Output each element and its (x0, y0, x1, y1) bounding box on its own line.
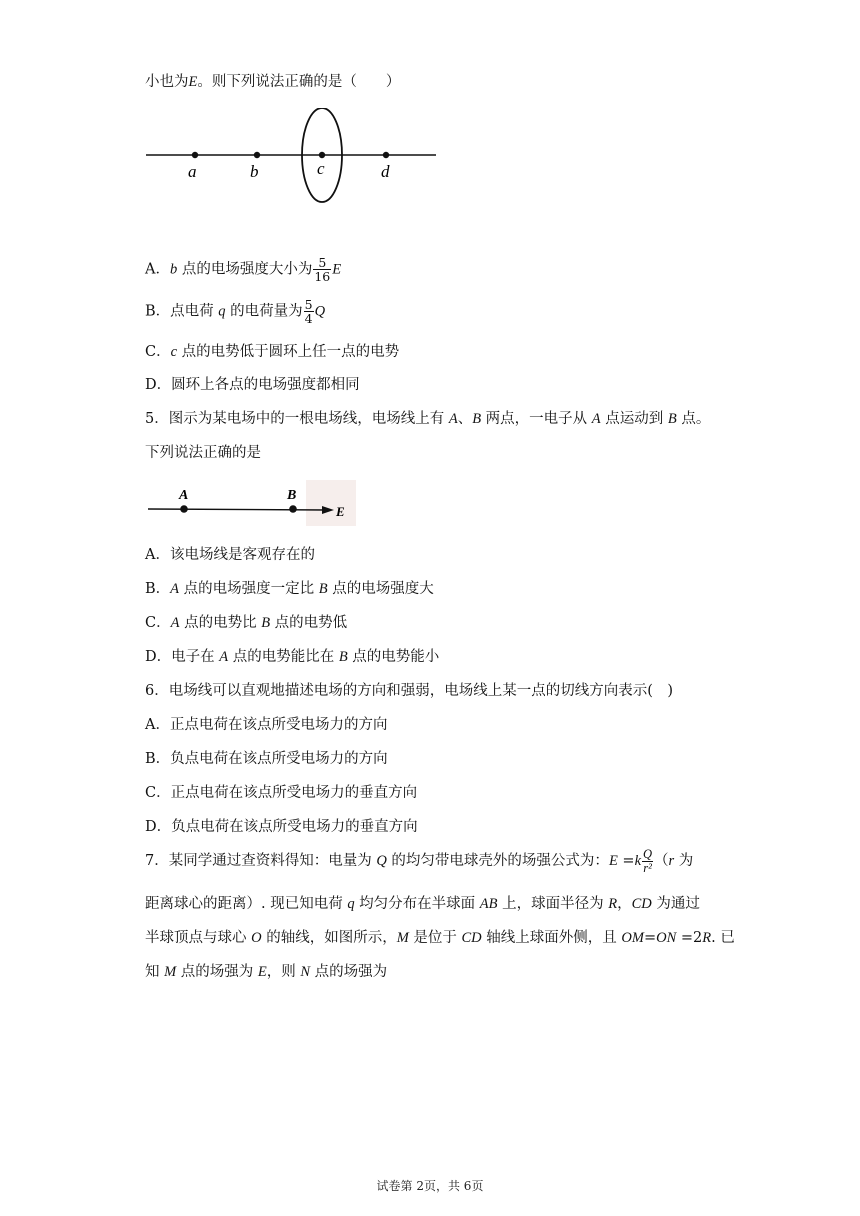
q4-option-d: D．圆环上各点的电场强度都相同 (145, 377, 360, 393)
point-d (383, 152, 389, 158)
q6-option-d: D．负点电荷在该点所受电场力的垂直方向 (145, 819, 418, 835)
q5-stem-line2: 下列说法正确的是 (145, 445, 261, 461)
q6-option-a: A．正点电荷在该点所受电场力的方向 (145, 717, 388, 733)
fraction-q-r2: $\frac{Q}{\text{r²}}$ (643, 846, 653, 875)
fraction-5-4: $\frac{5}{4}$ (304, 297, 313, 326)
q7-line3: 半球顶点与球心 O 的轴线，如图所示，M 是位于 CD 轴线上球面外侧，且 OM=ON =2R. 已 (145, 930, 735, 946)
ring-figure (140, 108, 450, 210)
label-A: A (179, 488, 189, 503)
point-a (192, 152, 198, 158)
q4-option-a: A．b 点的电场强度大小为 $\frac{5}{16}$ E (145, 255, 342, 284)
q4-option-c: C．c 点的电势低于圆环上任一点的电势 (145, 344, 400, 360)
point-B (289, 505, 297, 513)
q4-option-b: B．点电荷 q 的电荷量为 $\frac{5}{4}$ Q (145, 297, 326, 326)
label-a: a (188, 162, 197, 181)
page-footer: 试卷第 2页，共 6页 (376, 1179, 484, 1193)
q7-line4: 知 M 点的场强为 E，则 N 点的场强为 (145, 964, 388, 980)
q6-option-b: B．负点电荷在该点所受电场力的方向 (145, 751, 388, 767)
point-c (319, 152, 325, 158)
q5-option-d: D．电子在 A 点的电势能比在 B 点的电势能小 (145, 649, 440, 665)
q7-line1: 7．某同学通过查资料得知：电量为 Q 的均匀带电球壳外的场强公式为：E =k $\frac{Q}{\text{r²}}$ （r 为 (145, 846, 694, 875)
point-b (254, 152, 260, 158)
q6-stem: 6．电场线可以直观地描述电场的方向和强弱，电场线上某一点的切线方向表示( ) (145, 683, 674, 699)
q7-line2: 距离球心的距离）. 现已知电荷 q 均匀分布在半球面 AB 上，球面半径为 R，CD 为通过 (145, 896, 700, 912)
q5-option-c: C．A 点的电势比 B 点的电势低 (145, 615, 348, 631)
label-c: c (317, 159, 325, 178)
fraction-5-16: $\frac{5}{16}$ (314, 255, 331, 284)
q6-option-c: C．正点电荷在该点所受电场力的垂直方向 (145, 785, 418, 801)
label-E: E (336, 504, 345, 519)
label-B: B (287, 488, 297, 503)
label-b: b (250, 162, 259, 181)
label-d: d (381, 162, 390, 181)
q5-option-a: A．该电场线是客观存在的 (145, 547, 315, 563)
q5-stem-line1: 5．图示为某电场中的一根电场线，电场线上有 A、B 两点，一电子从 A 点运动到 B 点。 (145, 411, 711, 427)
point-A (180, 505, 188, 513)
q5-option-b: B．A 点的电场强度一定比 B 点的电场强度大 (145, 581, 434, 597)
field-line-figure (140, 480, 360, 528)
intro-line: 小也为E。则下列说法正确的是（ ） (145, 74, 401, 90)
